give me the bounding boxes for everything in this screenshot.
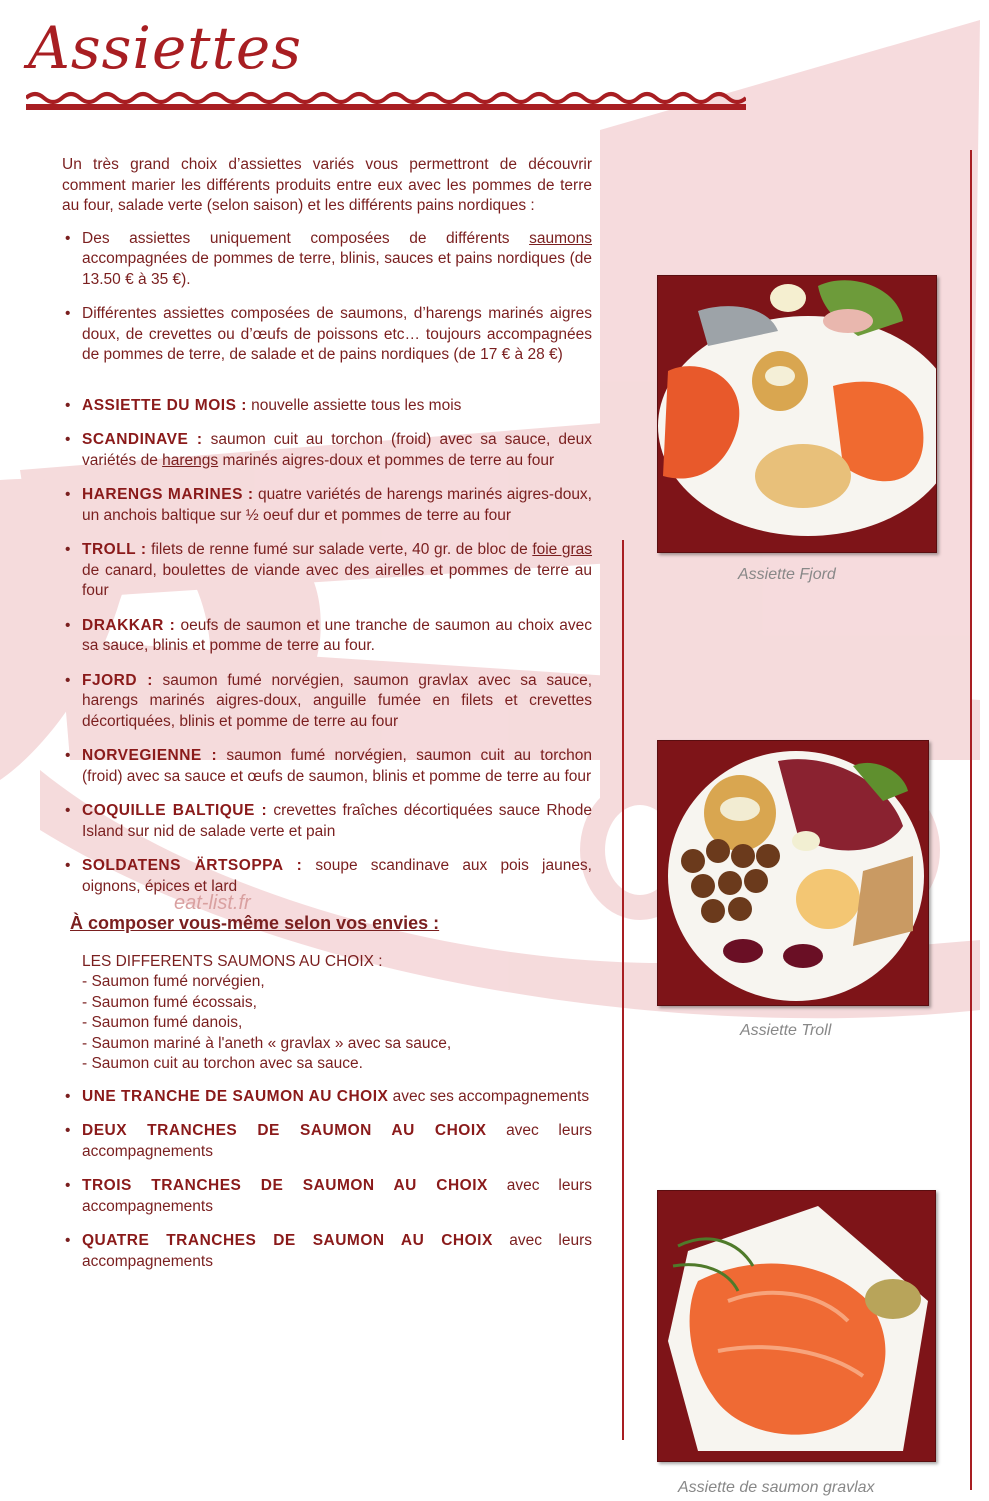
slice-list <box>62 1087 592 1273</box>
photo-assiette-gravlax <box>657 1190 936 1462</box>
foie-gras-link[interactable]: foie gras <box>532 541 593 558</box>
watermark: eat-list.fr <box>174 892 251 914</box>
saumons-link[interactable]: saumons <box>529 229 592 247</box>
slice-item: • TROIS TRANCHES DE SAUMON AU CHOIX avec leurs accompagnements <box>82 1176 592 1217</box>
caption-gravlax: Assiette de saumon gravlax <box>678 1479 875 1496</box>
intro-paragraph: Un très grand choix d’assiettes variés vous permettront de découvrir comment marier les différents produits entre eux avec les pommes de terre au four, salade verte (selon saison) et les différents pains nordiques : <box>62 156 592 214</box>
title-wave-divider <box>26 90 746 114</box>
page-title: Assiettes <box>28 14 302 82</box>
salmon-choice: - Saumon mariné à l'aneth « gravlax » avec sa sauce, <box>82 1034 452 1052</box>
list-item: • Différentes assiettes composées de saumons, d’harengs marinés aigres doux, de crevettes ou d’œufs de poissons etc… toujours accompagnées de pommes de terre, de salade et de pains nordiques (de 17 € à 28 €) <box>82 304 592 366</box>
menu-item-coquille-baltique: • COQUILLE BALTIQUE : crevettes fraîches décortiquées sauce Rhode Island sur nid de salade verte et pain <box>82 801 592 842</box>
photo-assiette-fjord <box>657 275 937 553</box>
menu-list <box>62 396 592 898</box>
slice-item: • QUATRE TRANCHES DE SAUMON AU CHOIX avec leurs accompagnements <box>82 1231 592 1272</box>
plate-gravlax-image <box>658 1191 935 1461</box>
slice-item: • UNE TRANCHE DE SAUMON AU CHOIX avec ses accompagnements <box>82 1087 592 1108</box>
harengs-link[interactable]: harengs <box>162 451 219 469</box>
menu-item-drakkar: • DRAKKAR : oeufs de saumon et une tranche de saumon au choix avec sa sauce, blinis et pomme de terre au four. <box>82 616 592 657</box>
vertical-rule-right <box>970 150 972 1490</box>
menu-item-fjord: • FJORD : saumon fumé norvégien, saumon gravlax avec sa sauce, harengs marinés aigres-doux, anguille fumée en filets et crevettes décortiquées, blinis et pomme de terre au four <box>82 671 592 733</box>
menu-item-soldatens-artsoppa: • SOLDATENS ÄRTSOPPA : soupe scandinave aux pois jaunes, oignons, épices et lard <box>82 856 592 897</box>
menu-item-harengs-marines: • HARENGS MARINES : quatre variétés de harengs marinés aigres-doux, un anchois baltique sur ½ oeuf dur et pommes de terre au four <box>82 485 592 526</box>
salmon-choices-heading: LES DIFFERENTS SAUMONS AU CHOIX : <box>82 952 383 970</box>
menu-item-scandinave: • SCANDINAVE : saumon cuit au torchon (froid) avec sa sauce, deux variétés de harengs marinés aigres-doux et pommes de terre au four <box>82 430 592 471</box>
salmon-choice: - Saumon cuit au torchon avec sa sauce. <box>82 1055 363 1072</box>
salmon-choice: - Saumon fumé danois, <box>82 1014 243 1031</box>
menu-item-assiette-du-mois: • ASSIETTE DU MOIS : nouvelle assiette tous les mois <box>82 396 592 417</box>
plate-fjord-image <box>658 276 936 552</box>
menu-item-norvegienne: • NORVEGIENNE : saumon fumé norvégien, saumon cuit au torchon (froid) avec sa sauce et œufs de saumon, blinis et pomme de terre au four <box>82 746 592 787</box>
general-list <box>62 229 592 366</box>
caption-troll: Assiette Troll <box>740 1022 832 1039</box>
salmon-choice: - Saumon fumé écossais, <box>82 993 257 1011</box>
photo-assiette-troll <box>657 740 929 1006</box>
salmon-choice: - Saumon fumé norvégien, <box>82 973 265 990</box>
slice-item: • DEUX TRANCHES DE SAUMON AU CHOIX avec leurs accompagnements <box>82 1121 592 1162</box>
caption-fjord: Assiette Fjord <box>738 566 836 583</box>
vertical-rule-left <box>622 540 624 1440</box>
menu-item-troll: • TROLL : filets de renne fumé sur salade verte, 40 gr. de bloc de foie gras de canard, boulettes de viande avec des airelles et pommes de terre au four <box>82 540 592 602</box>
list-item: • Des assiettes uniquement composées de différents saumons accompagnées de pommes de terre, blinis, sauces et pains nordiques (de 13.50 € à 35 €). <box>82 229 592 291</box>
compose-section-title: À composer vous-même selon vos envies : <box>70 913 440 933</box>
salmon-choices <box>82 952 592 1075</box>
plate-troll-image <box>658 741 928 1005</box>
main-content <box>62 155 592 1286</box>
